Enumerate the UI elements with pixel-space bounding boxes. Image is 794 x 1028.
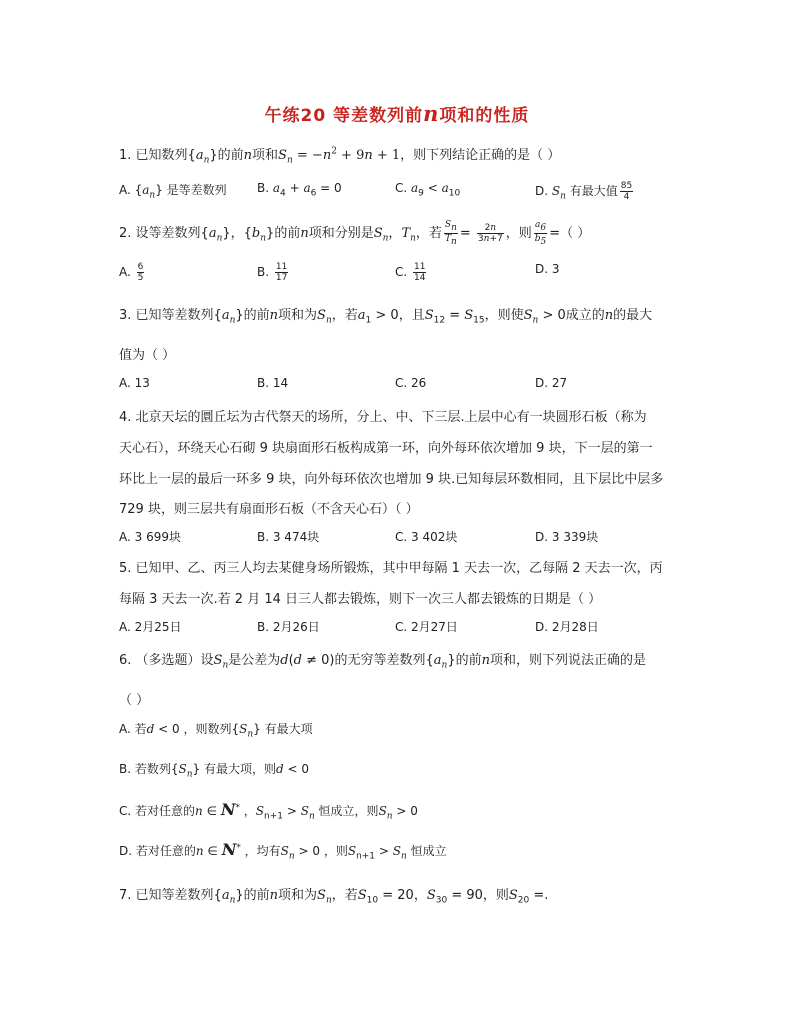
- question-2-stem: 2. 设等差数列$\{a_n\}$，$\{b_n\}$的前n项和分别是$S_n$，$T_n$，若 $\frac{S_n}{T_n}$ = $\frac{2n}{3n+7}$ ，则 $\frac{a_6}{b_5}$ =（ ）: [119, 220, 591, 247]
- question-4-option-b: B. 3 474块: [257, 530, 320, 544]
- question-5-option-d: D. 2月28日: [535, 620, 599, 634]
- question-5-stem-line-2: 每隔 3 天去一次.若 2 月 14 日三人都去锻炼，则下一次三人都去锻炼的日期是（ ）: [119, 592, 602, 607]
- question-7-stem: 7. 已知等差数列$\{a_n\}$的前n项和为$S_n$，若$S_{10} = 20$，$S_{30} = 90$，则$S_{20}$ =.: [119, 888, 549, 906]
- question-2-option-a: A. $\frac{6}{5}$: [119, 262, 144, 283]
- question-4-stem-line-4: 729 块，则三层共有扇面形石板（不含天心石）（ ）: [119, 502, 419, 517]
- question-1-option-c: C. $a_9 < a_{10}$: [395, 181, 461, 199]
- question-6-option-b: B. 若数列$\{S_n\}$ 有最大项，则d < 0: [119, 762, 309, 780]
- question-3-option-d: D. 27: [535, 376, 568, 390]
- question-3-option-a: A. 13: [119, 376, 150, 390]
- question-6-stem-line-1: 6. （多选题）设$S_n$是公差为d(d ≠ 0)的无穷等差数列$\{a_n\}$的前n项和，则下列说法正确的是: [119, 653, 647, 671]
- question-3-options: [119, 376, 679, 396]
- question-4-stem-line-3: 环比上一层的最后一环多 9 块，向外每环依次也增加 9 块.已知每层环数相同，且下层比中层多: [119, 472, 664, 487]
- question-3-option-c: C. 26: [395, 376, 427, 390]
- question-6-option-a: A. 若d < 0 ，则数列$\{S_n\}$ 有最大项: [119, 722, 313, 740]
- question-3-stem-line-2: 值为（ ）: [119, 348, 176, 363]
- question-4-stem-line-1: 4. 北京天坛的圜丘坛为古代祭天的场所，分上、中、下三层.上层中心有一块圆形石板（称为: [119, 410, 647, 425]
- question-5-options: [119, 618, 679, 638]
- question-6-option-c: C. 若对任意的n ∈ N* ，$S_{n+1} > S_n$ 恒成立，则$S_n > 0$: [119, 800, 418, 822]
- question-4-stem-line-2: 天心石），环绕天心石砌 9 块扇面形石板构成第一环，向外每环依次增加 9 块，下一层的第一: [119, 441, 653, 456]
- page-title: 午练20 等差数列前n项和的性质: [264, 101, 530, 126]
- question-4-options: [119, 528, 679, 548]
- question-2-option-c: C. $\frac{11}{14}$: [395, 262, 426, 283]
- question-2-options: [119, 262, 679, 282]
- question-5-stem-line-1: 5. 已知甲、乙、丙三人均去某健身场所锻炼，其中甲每隔 1 天去一次，乙每隔 2 天去一次，丙: [119, 561, 663, 576]
- question-4-option-a: A. 3 699块: [119, 530, 181, 544]
- question-3-option-b: B. 14: [257, 376, 289, 390]
- question-6-stem-line-2: （ ）: [119, 693, 150, 708]
- question-1-option-d: D. $S_n$ 有最大值 $\frac{85}{4}$: [535, 181, 633, 202]
- question-4-option-d: D. 3 339块: [535, 530, 599, 544]
- question-1-options: [119, 181, 679, 201]
- question-1-option-a: A. $\{a_n\}$ 是等差数列: [119, 183, 227, 201]
- question-2-option-b: B. $\frac{11}{17}$: [257, 262, 288, 283]
- question-1-stem: 1. 已知数列$\{a_n\}$的前n项和$S_n = -n^2 + 9n + 1$，则下列结论正确的是（ ）: [119, 146, 561, 166]
- question-1-option-b: B. $a_4 + a_6 = 0$: [257, 181, 342, 199]
- question-3-stem-line-1: 3. 已知等差数列$\{a_n\}$的前n项和为$S_n$，若$a_1 > 0$，且$S_{12} = S_{15}$，则使$S_n > 0$成立的n的最大: [119, 308, 653, 326]
- question-2-option-d: D. 3: [535, 262, 560, 276]
- question-5-option-c: C. 2月27日: [395, 620, 458, 634]
- question-6-option-d: D. 若对任意的n ∈ N* ，均有$S_n > 0$ ，则$S_{n+1} > S_n$ 恒成立: [119, 840, 447, 862]
- question-5-option-b: B. 2月26日: [257, 620, 320, 634]
- question-4-option-c: C. 3 402块: [395, 530, 458, 544]
- question-5-option-a: A. 2月25日: [119, 620, 182, 634]
